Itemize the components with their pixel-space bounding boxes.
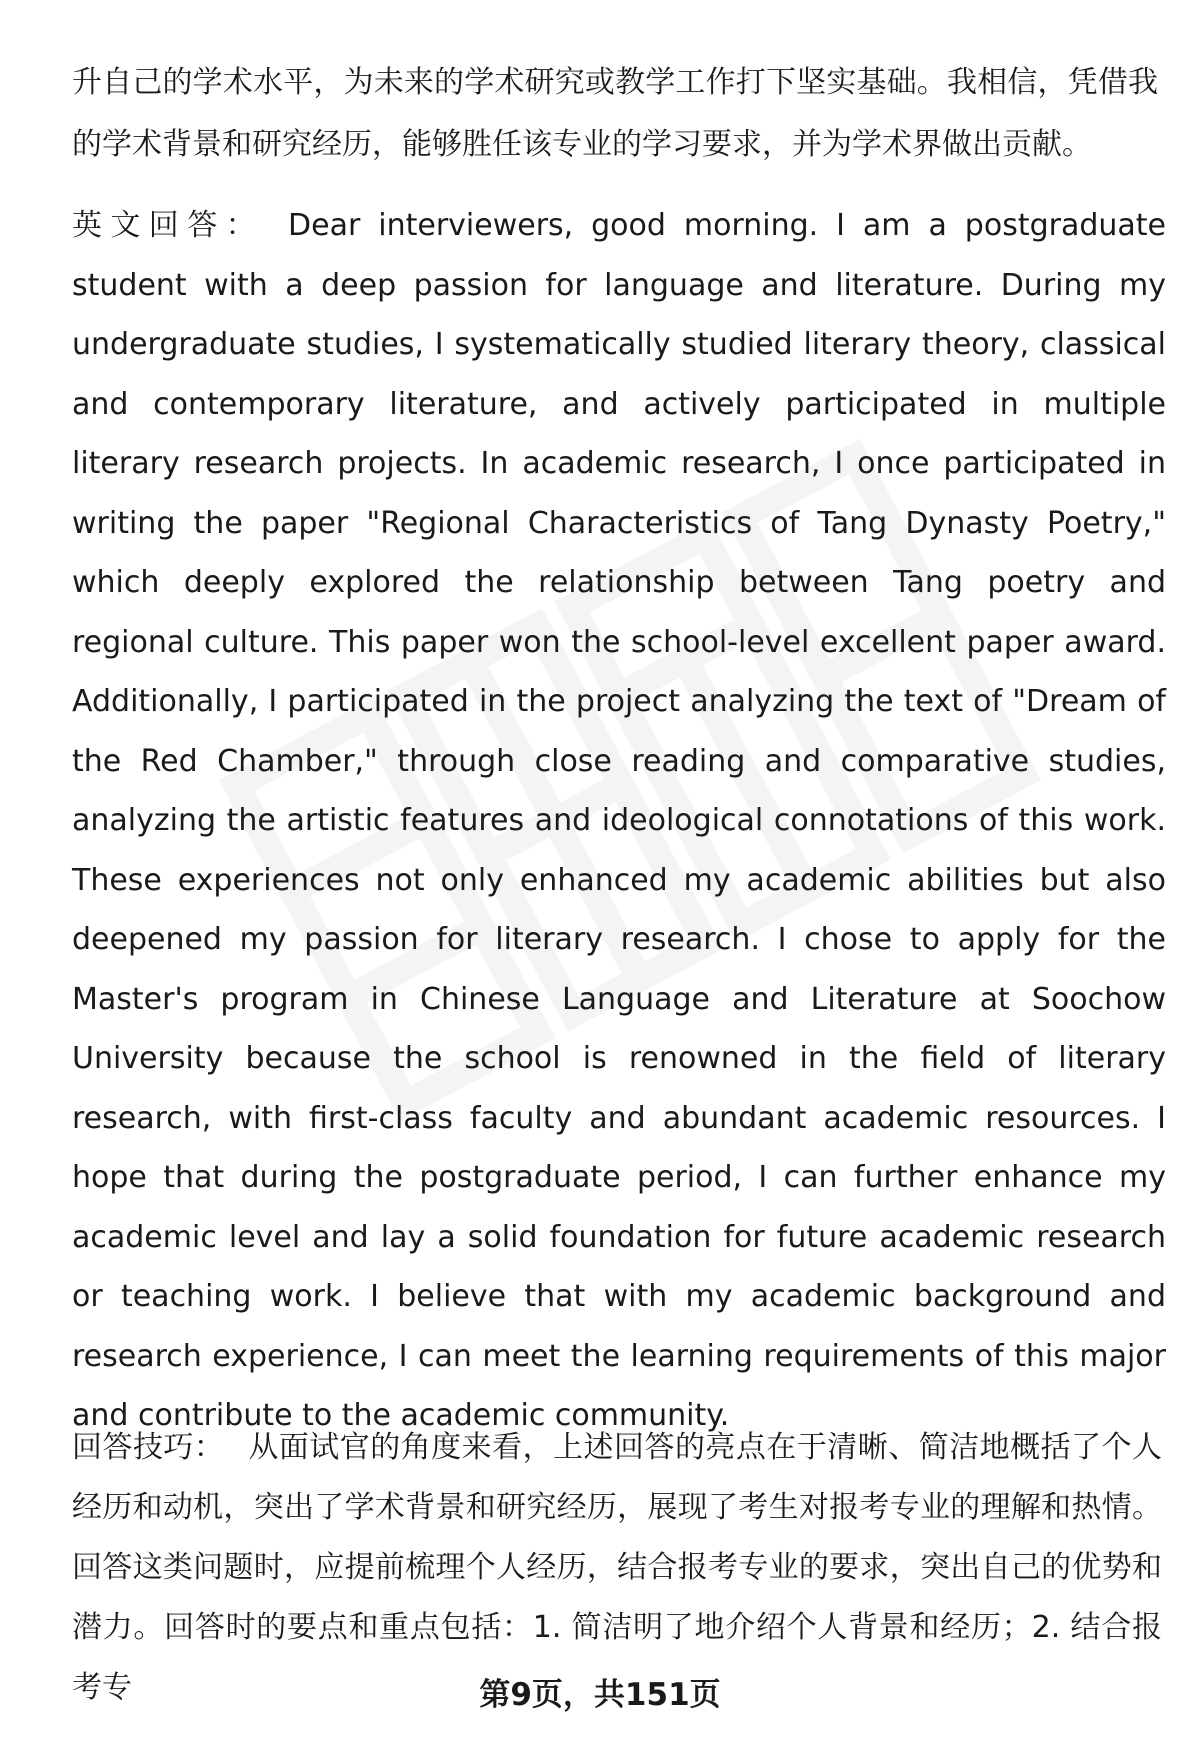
english-answer-text: Dear interviewers, good morning. I am a postgraduate student with a deep passion for language and literature. During my undergraduate studies, I systematically studied literary theory, classical and contemporary literature, and actively participated in multiple literary research projects. In academic research, I once participated in writing the paper "Regional Characteristics of Tang Dynasty Poetry," which deeply explored the relationship between Tang poetry and regional culture. This paper won the school-level excellent paper award. Additionally, I participated in the project analyzing the text of "Dream of the Red Chamber," through close reading and comparative studies, analyzing the artistic features and ideological connotations of this work. These experiences not only enhanced my academic abilities but also deepened my passion for literary research. I chose to apply for the Master's program in Chinese Language and Literature at Soochow University because the school is renowned in the field of literary research, with first-class faculty and abundant academic resources. I hope that during the postgraduate period, I can further enhance my academic level and lay a solid foundation for future academic research or teaching work. I believe that with my academic background and research experience, I can meet the learning requirements of this major and contribute to the academic community. bbox=[72, 208, 1167, 1433]
answer-tips-label: 回答技巧： bbox=[72, 1430, 225, 1465]
intro-paragraph bbox=[72, 52, 1158, 176]
english-answer-label: 英文回答： bbox=[72, 208, 265, 243]
intro-text: 升自己的学术水平，为未来的学术研究或教学工作打下坚实基础。我相信，凭借我的学术背景和研究经历，能够胜任该专业的学习要求，并为学术界做出贡献。 bbox=[72, 65, 1158, 162]
page-indicator: 第9页，共151页 bbox=[479, 1677, 721, 1713]
answer-tips-paragraph bbox=[72, 1418, 1162, 1718]
english-answer-paragraph bbox=[72, 196, 1166, 1446]
page-number-footer bbox=[0, 1675, 1200, 1715]
answer-tips-text: 从面试官的角度来看，上述回答的亮点在于清晰、简洁地概括了个人经历和动机，突出了学术背景和研究经历，展现了考生对报考专业的理解和热情。回答这类问题时，应提前梳理个人经历，结合报考专业的要求，突出自己的优势和潜力。回答时的要点和重点包括：1. 简洁明了地介绍个人背景和经历；2. 结合报考专 bbox=[72, 1430, 1163, 1705]
